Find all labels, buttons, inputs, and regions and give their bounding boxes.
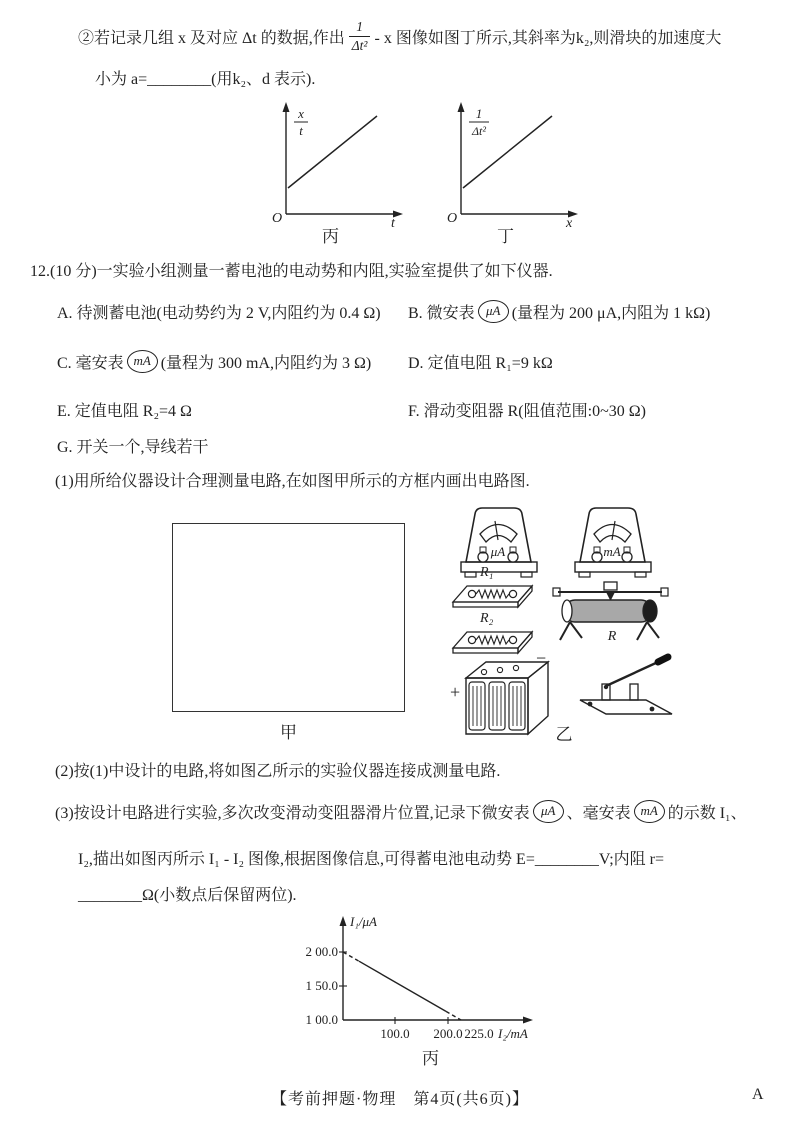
fraction-denominator: Δt²: [349, 36, 371, 53]
ytick-200: 2 00.0: [305, 944, 338, 959]
y-axis-arrow: [283, 102, 290, 112]
part3-line3-text: ________Ω(小数点后保留两位).: [78, 887, 297, 904]
part3-line2-text: I₂,描出如图丙所示 I₁ - I₂ 图像,根据图像信息,可得蓄电池电动势 E=________V;内阻 r=: [78, 851, 665, 868]
r2-label: R₂: [480, 611, 494, 626]
slider: [604, 582, 617, 590]
terminal: [509, 590, 516, 597]
terminal: [509, 636, 516, 643]
resistor-zigzag: [476, 636, 509, 644]
x-axis-label: t: [391, 216, 395, 231]
microammeter-label: μA: [490, 544, 506, 559]
q12-stem-text: 12.(10 分)一实验小组测量一蓄电池的电动势和内阻,实验室提供了如下仪器.: [30, 263, 553, 280]
cell-cap: [497, 667, 502, 672]
microammeter-symbol: μA: [533, 800, 564, 823]
q12-item-f: [408, 398, 646, 421]
graph-ding-top: [428, 96, 583, 231]
q12-item-a: [57, 294, 381, 328]
ylabel-numerator: 1: [475, 106, 483, 121]
part3-pre: (3)按设计电路进行实验,多次改变滑动变阻器滑片位置,记录下微安表: [55, 804, 530, 822]
page-footer: 【考前押题·物理 第4页(共6页)】: [271, 1091, 529, 1108]
milliammeter-symbol: mA: [634, 800, 665, 823]
item-d-text: D. 定值电阻 R₁=9 kΩ: [408, 354, 553, 372]
terminal: [468, 590, 475, 597]
circuit-drawing-box: [172, 523, 405, 712]
item-f-text: F. 滑动变阻器 R(阻值范围:0~30 Ω): [408, 403, 646, 420]
caption-ding-top: 丁: [497, 227, 514, 246]
item-a-text: A. 待测蓄电池(电动势约为 2 V,内阻约为 0.4 Ω): [57, 304, 381, 322]
item-b-post: (量程为 200 μA,内阻为 1 kΩ): [511, 304, 711, 322]
xtick-225: 225.0: [464, 1026, 494, 1041]
q11-line2: [95, 66, 315, 89]
switch-handle: [658, 657, 668, 662]
caption-bing-bottom: 丙: [422, 1049, 439, 1068]
graph-bing-bottom: [298, 908, 563, 1048]
item-g-text: G. 开关一个,导线若干: [57, 439, 209, 456]
ytick-150: 1 50.0: [305, 978, 338, 993]
battery-plus-label: +: [450, 682, 461, 702]
fraction-numerator: 1: [356, 19, 363, 34]
cell-cap: [481, 669, 486, 674]
q12-item-g: [57, 434, 209, 457]
ylabel-denominator: Δt²: [472, 124, 486, 138]
milliammeter-symbol: mA: [127, 350, 158, 373]
switch-post: [630, 684, 638, 700]
q12-item-e: [57, 398, 192, 421]
graph-bing-top: [253, 96, 408, 231]
caption-jia: 甲: [280, 723, 297, 742]
rheostat-drawing: [552, 570, 670, 648]
terminal: [468, 636, 475, 643]
y-axis-label: I₁/μA: [350, 914, 377, 929]
y-axis-arrow: [340, 916, 347, 926]
meter-needle: [612, 521, 615, 540]
cell-cap: [513, 665, 518, 670]
caption-bing-top: 丙: [322, 227, 339, 246]
q11-line1-post: - x 图像如图丁所示,其斜率为k₂,则滑块的加速度大: [374, 29, 722, 47]
page-footer-code: A: [752, 1086, 764, 1103]
terminal: [588, 702, 593, 707]
q12-item-c: [57, 344, 371, 378]
rheostat-label: R: [607, 629, 617, 644]
x-axis-label: I₂/mA: [498, 1026, 528, 1041]
data-line-solid: [359, 961, 446, 1011]
fraction-1-over-dt2: [349, 20, 371, 52]
q12-stem: [30, 258, 553, 281]
microammeter-symbol: μA: [478, 300, 509, 323]
q12-item-b: [408, 294, 710, 328]
part1-text: (1)用所给仪器设计合理测量电路,在如图甲所示的方框内画出电路图.: [55, 473, 530, 490]
resistance-cylinder: [564, 600, 652, 622]
resistor-r1-drawing: [450, 564, 538, 616]
switch-drawing: [572, 652, 680, 718]
battery-minus-label: −: [536, 648, 547, 668]
q12-part3-line2: [78, 846, 664, 869]
origin-label: O: [447, 211, 458, 226]
switch-lever: [606, 662, 658, 686]
item-e-text: E. 定值电阻 R₂=4 Ω: [57, 403, 192, 420]
part2-text: (2)按(1)中设计的电路,将如图乙所示的实验仪器连接成测量电路.: [55, 763, 501, 780]
item-c-post: (量程为 300 mA,内阻约为 3 Ω): [160, 354, 372, 372]
x-axis-arrow: [523, 1017, 533, 1024]
q11-blank-answer: 小为 a=________(用k₂、d 表示).: [95, 71, 316, 88]
y-axis-arrow: [458, 102, 465, 112]
origin-label: O: [272, 211, 283, 226]
xtick-100: 100.0: [380, 1026, 410, 1041]
part3-mid: 、毫安表: [566, 804, 631, 822]
right-legs: [637, 622, 659, 640]
q11-line1-pre: ②若记录几组 x 及对应 Δt 的数据,作出: [78, 29, 345, 47]
part3-post: 的示数 I₁、: [667, 804, 747, 822]
q12-part3-line1: [55, 794, 747, 828]
r1-label: R₁: [480, 565, 494, 580]
ylabel-denominator: t: [299, 123, 303, 138]
q12-part1: [55, 468, 530, 491]
item-c-pre: C. 毫安表: [57, 354, 124, 372]
caption-yi: 乙: [555, 725, 573, 744]
q11-line1: [78, 14, 721, 58]
q12-part3-line3: [78, 882, 297, 905]
terminal: [650, 707, 655, 712]
x-axis-label: x: [566, 216, 573, 231]
data-line-dashed-start: [343, 952, 359, 961]
q12-part2: [55, 758, 500, 781]
xtick-200: 200.0: [433, 1026, 463, 1041]
item-b-pre: B. 微安表: [408, 304, 475, 322]
milliammeter-label: mA: [603, 544, 621, 559]
q12-item-d: [408, 344, 553, 378]
resistor-zigzag: [476, 590, 509, 598]
meter-needle: [495, 521, 498, 540]
left-legs: [560, 622, 582, 640]
ytick-100: 1 00.0: [305, 1012, 338, 1027]
ylabel-numerator: x: [298, 106, 304, 121]
